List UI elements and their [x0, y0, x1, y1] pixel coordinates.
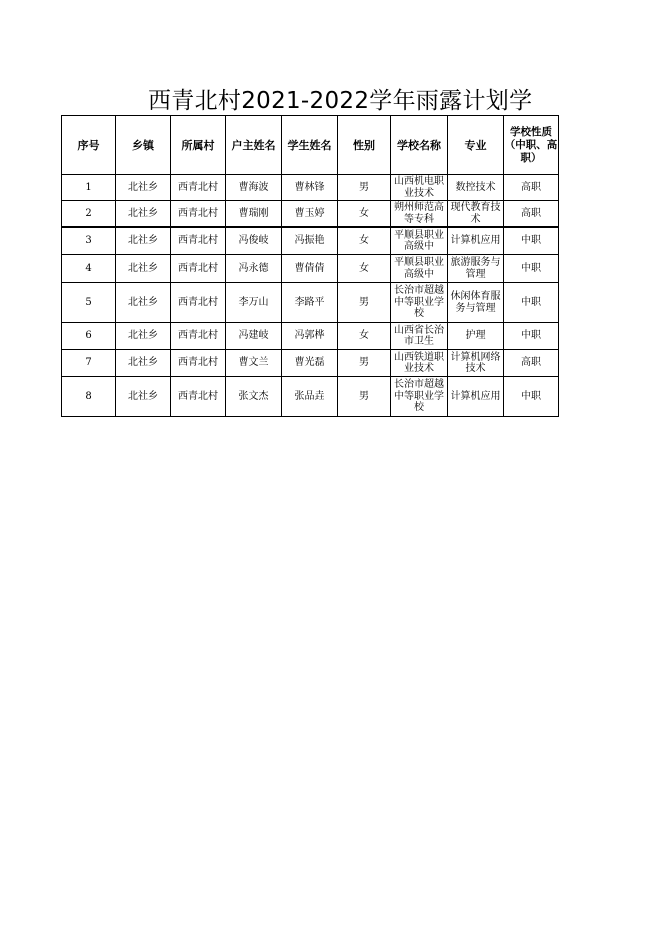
cell-major: 现代教育技术	[448, 201, 504, 228]
cell-student-name: 张品垚	[282, 377, 338, 417]
cell-school-type: 中职	[504, 227, 559, 255]
cell-major: 计算机应用	[448, 227, 504, 255]
cell-school-name: 长治市超越中等职业学校	[391, 283, 448, 323]
table-row	[62, 377, 559, 417]
table-row	[62, 227, 559, 255]
cell-school-type: 中职	[504, 283, 559, 323]
cell-school-name: 山西机电职业技术	[391, 175, 448, 201]
header-student-name: 学生姓名	[282, 116, 338, 175]
cell-household-head: 张文杰	[226, 377, 282, 417]
table-row	[62, 350, 559, 377]
cell-village: 西青北村	[171, 323, 226, 350]
cell-school-name: 长治市超越中等职业学校	[391, 377, 448, 417]
cell-household-head: 冯俊岐	[226, 227, 282, 255]
cell-no: 6	[62, 323, 116, 350]
cell-no: 7	[62, 350, 116, 377]
cell-town: 北社乡	[116, 377, 171, 417]
cell-gender: 女	[338, 323, 391, 350]
table-row	[62, 255, 559, 283]
cell-major: 计算机应用	[448, 377, 504, 417]
cell-no: 3	[62, 227, 116, 255]
table-row	[62, 283, 559, 323]
cell-no: 5	[62, 283, 116, 323]
cell-no: 1	[62, 175, 116, 201]
cell-household-head: 李万山	[226, 283, 282, 323]
cell-town: 北社乡	[116, 350, 171, 377]
cell-school-type: 高职	[504, 350, 559, 377]
cell-student-name: 冯振艳	[282, 227, 338, 255]
cell-student-name: 冯郭桦	[282, 323, 338, 350]
header-village: 所属村	[171, 116, 226, 175]
header-no: 序号	[62, 116, 116, 175]
cell-school-type: 高职	[504, 175, 559, 201]
cell-household-head: 曹瑞刚	[226, 201, 282, 228]
cell-student-name: 曹林锋	[282, 175, 338, 201]
table-row	[62, 175, 559, 201]
cell-school-type: 中职	[504, 255, 559, 283]
cell-school-name: 山西省长治市卫生	[391, 323, 448, 350]
cell-gender: 男	[338, 175, 391, 201]
cell-gender: 男	[338, 283, 391, 323]
cell-village: 西青北村	[171, 255, 226, 283]
cell-student-name: 李路平	[282, 283, 338, 323]
cell-school-type: 中职	[504, 377, 559, 417]
cell-village: 西青北村	[171, 283, 226, 323]
header-gender: 性别	[338, 116, 391, 175]
cell-school-name: 平顺县职业高级中	[391, 227, 448, 255]
cell-major: 护理	[448, 323, 504, 350]
cell-major: 旅游服务与管理	[448, 255, 504, 283]
cell-town: 北社乡	[116, 227, 171, 255]
cell-school-name: 朔州师范高等专科	[391, 201, 448, 228]
cell-town: 北社乡	[116, 175, 171, 201]
cell-student-name: 曹倩倩	[282, 255, 338, 283]
cell-school-name: 平顺县职业高级中	[391, 255, 448, 283]
header-school-name: 学校名称	[391, 116, 448, 175]
cell-town: 北社乡	[116, 283, 171, 323]
page-title: 西青北村2021-2022学年雨露计划学	[148, 88, 533, 114]
cell-household-head: 冯建岐	[226, 323, 282, 350]
cell-student-name: 曹光磊	[282, 350, 338, 377]
cell-household-head: 曹海波	[226, 175, 282, 201]
cell-village: 西青北村	[171, 350, 226, 377]
cell-village: 西青北村	[171, 175, 226, 201]
cell-town: 北社乡	[116, 201, 171, 228]
cell-gender: 女	[338, 255, 391, 283]
table-row	[62, 323, 559, 350]
cell-school-type: 高职	[504, 201, 559, 228]
cell-household-head: 冯永德	[226, 255, 282, 283]
header-household-head: 户主姓名	[226, 116, 282, 175]
header-major: 专业	[448, 116, 504, 175]
student-table	[61, 115, 559, 417]
cell-household-head: 曹文兰	[226, 350, 282, 377]
cell-major: 数控技术	[448, 175, 504, 201]
cell-major: 计算机网络技术	[448, 350, 504, 377]
cell-village: 西青北村	[171, 227, 226, 255]
cell-major: 休闲体育服务与管理	[448, 283, 504, 323]
cell-town: 北社乡	[116, 323, 171, 350]
cell-school-type: 中职	[504, 323, 559, 350]
cell-village: 西青北村	[171, 377, 226, 417]
cell-no: 8	[62, 377, 116, 417]
table-header-row	[62, 116, 559, 175]
cell-gender: 女	[338, 227, 391, 255]
cell-gender: 男	[338, 350, 391, 377]
table-row	[62, 201, 559, 228]
cell-gender: 男	[338, 377, 391, 417]
cell-school-name: 山西铁道职业技术	[391, 350, 448, 377]
cell-gender: 女	[338, 201, 391, 228]
cell-student-name: 曹玉婷	[282, 201, 338, 228]
cell-town: 北社乡	[116, 255, 171, 283]
header-town: 乡镇	[116, 116, 171, 175]
cell-no: 2	[62, 201, 116, 228]
cell-no: 4	[62, 255, 116, 283]
cell-village: 西青北村	[171, 201, 226, 228]
header-school-type: 学校性质（中职、高职）	[504, 116, 559, 175]
